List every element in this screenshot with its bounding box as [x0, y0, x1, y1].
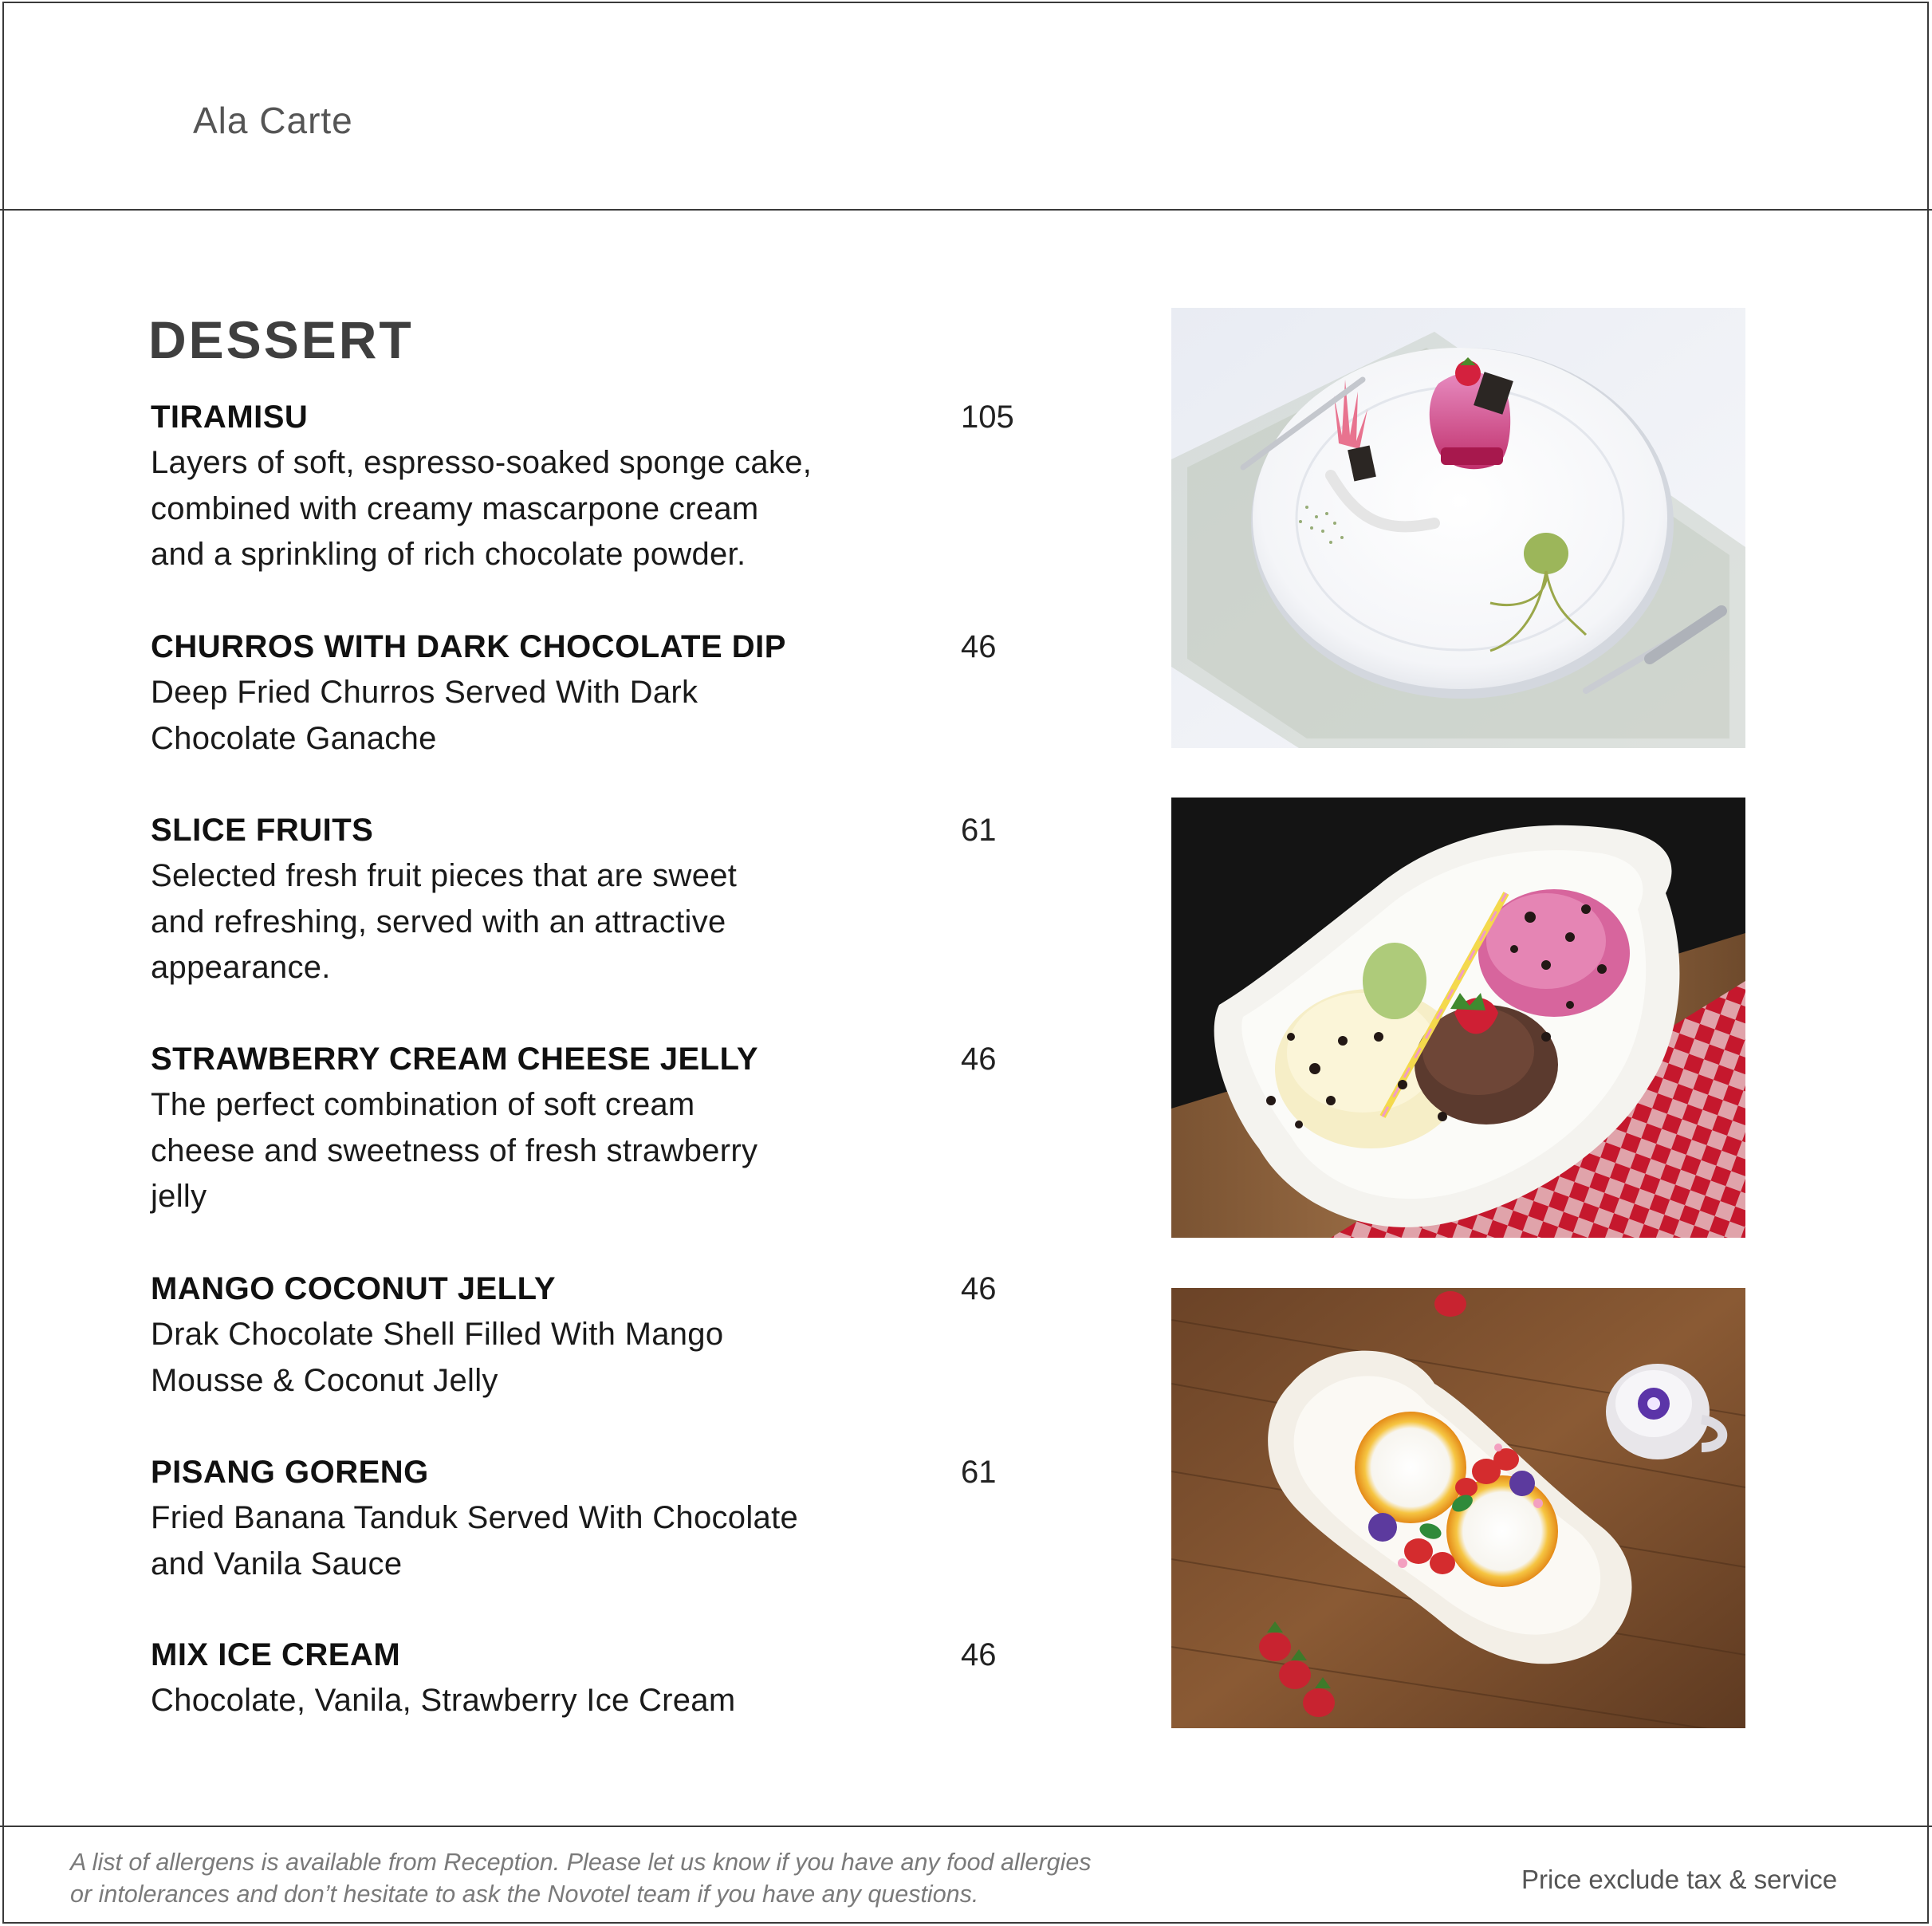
item-description [151, 1495, 916, 1587]
dessert-photo-mango-coconut-jelly [1171, 1288, 1745, 1728]
menu-item-mix-ice-cream [151, 1632, 1028, 1724]
price-note: Price exclude tax & service [1521, 1865, 1838, 1894]
item-description [151, 853, 916, 991]
menu-item-tiramisu [151, 394, 1028, 578]
mix-ice-cream-illustration [1171, 798, 1745, 1238]
item-price: 105 [961, 400, 1014, 435]
menu-item-slice-fruits [151, 807, 1028, 991]
allergen-notice [70, 1846, 1092, 1910]
allergen-notice-line: or intolerances and don’t hesitate to ask the Novotel team if you have any questions. [70, 1881, 979, 1908]
item-description [151, 1678, 916, 1724]
item-description [151, 1082, 916, 1220]
plated-cake-illustration [1171, 308, 1745, 748]
item-price: 46 [961, 1637, 997, 1672]
item-description-line: jelly [151, 1179, 207, 1214]
menu-item-churros [151, 624, 1028, 762]
menu-item-strawberry-cream-cheese-jelly [151, 1036, 1028, 1220]
item-description-line: The perfect combination of soft cream [151, 1087, 695, 1122]
item-description-line: Selected fresh fruit pieces that are sweet [151, 858, 738, 893]
item-name: PISANG GORENG [151, 1455, 429, 1490]
dessert-photo-plated-cake [1171, 308, 1745, 748]
item-description-line: Layers of soft, espresso-soaked sponge cake, [151, 445, 813, 480]
item-description-line: Chocolate Ganache [151, 720, 437, 756]
item-description-line: Deep Fried Churros Served With Dark [151, 675, 698, 710]
item-name: SLICE FRUITS [151, 813, 374, 848]
footer-divider [0, 1826, 1932, 1827]
item-price: 46 [961, 629, 997, 664]
item-description [151, 440, 916, 578]
item-description-line: appearance. [151, 950, 331, 985]
item-description-line: Mousse & Coconut Jelly [151, 1362, 498, 1398]
item-description-line: and a sprinkling of rich chocolate powder. [151, 537, 746, 572]
item-price: 61 [961, 1455, 997, 1490]
item-price: 46 [961, 1042, 997, 1077]
item-description-line: cheese and sweetness of fresh strawberry [151, 1132, 758, 1168]
item-description-line: Fried Banana Tanduk Served With Chocolate [151, 1500, 799, 1535]
item-description-line: Chocolate, Vanila, Strawberry Ice Cream [151, 1683, 736, 1718]
item-description [151, 670, 916, 762]
menu-item-mango-coconut-jelly [151, 1266, 1028, 1404]
item-description [151, 1312, 916, 1404]
header-divider [0, 209, 1932, 211]
mango-coconut-jelly-illustration [1171, 1288, 1745, 1728]
item-name: MIX ICE CREAM [151, 1637, 401, 1672]
item-description-line: and Vanila Sauce [151, 1546, 403, 1581]
item-name: CHURROS WITH DARK CHOCOLATE DIP [151, 629, 786, 664]
menu-item-pisang-goreng [151, 1449, 1028, 1587]
item-name: MANGO COCONUT JELLY [151, 1271, 557, 1306]
section-title: DESSERT [148, 310, 414, 369]
header-title: Ala Carte [193, 100, 353, 141]
dessert-photo-mix-ice-cream [1171, 798, 1745, 1238]
item-description-line: combined with creamy mascarpone cream [151, 490, 759, 526]
item-description-line: Drak Chocolate Shell Filled With Mango [151, 1317, 724, 1352]
item-name: TIRAMISU [151, 400, 309, 435]
allergen-notice-line: A list of allergens is available from Reception. Please let us know if you have any food allergies [70, 1849, 1092, 1876]
item-price: 61 [961, 813, 997, 848]
item-name: STRAWBERRY CREAM CHEESE JELLY [151, 1042, 759, 1077]
item-description-line: and refreshing, served with an attractive [151, 904, 726, 939]
item-price: 46 [961, 1271, 997, 1306]
